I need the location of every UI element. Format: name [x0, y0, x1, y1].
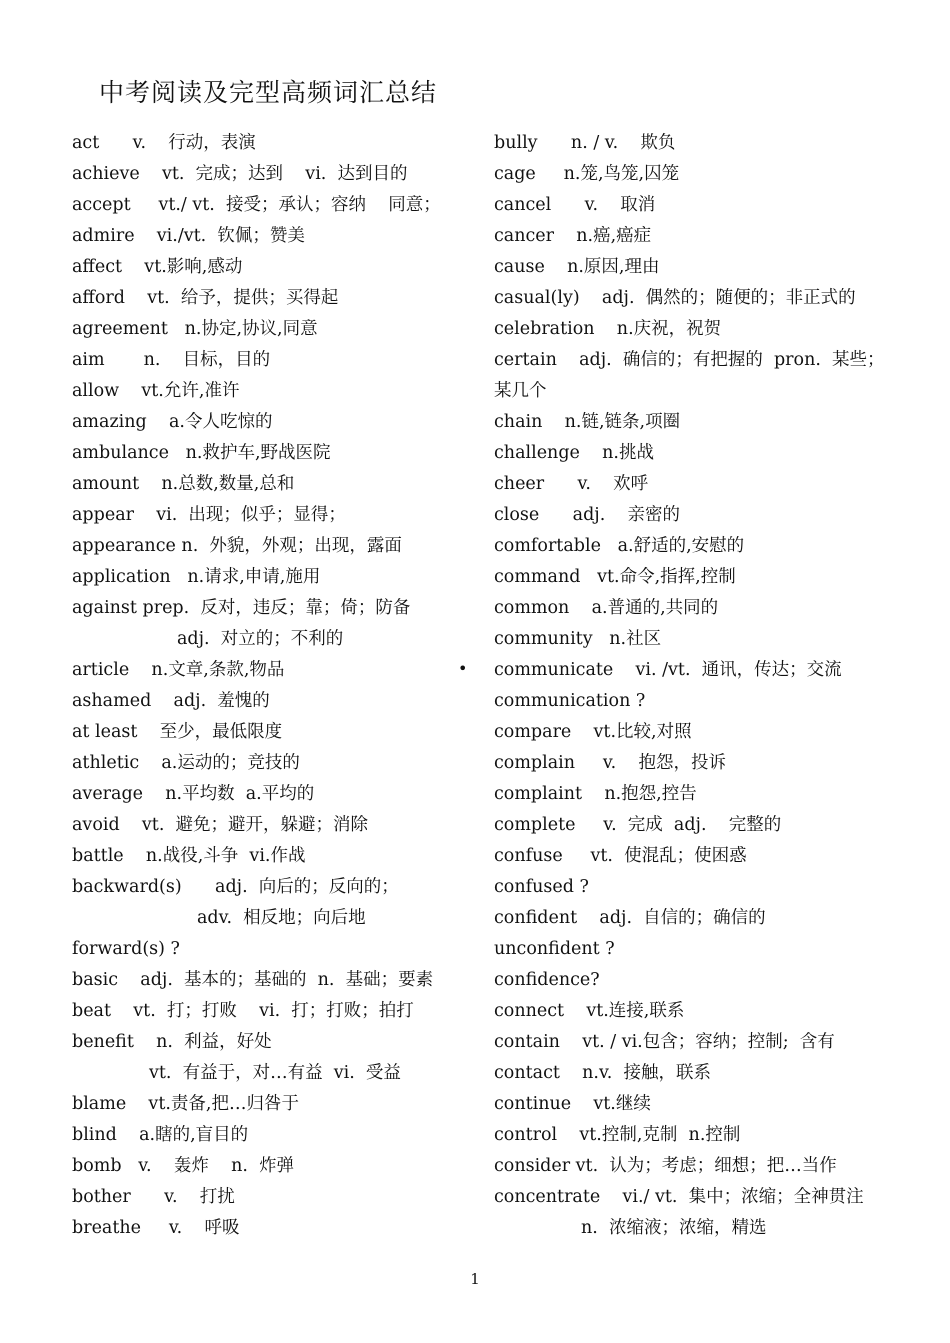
vocab-entry: bomb v. 轰炸 n. 炸弹 — [72, 1156, 295, 1176]
vocab-entry: chain n.链,链条,项圈 — [494, 412, 681, 432]
vocab-entry: average n.平均数 a.平均的 — [72, 784, 315, 804]
vocab-entry: 某几个 — [494, 381, 547, 401]
vocab-entry: community n.社区 — [494, 629, 662, 649]
vocab-entry: connect vt.连接,联系 — [494, 1001, 685, 1021]
vocab-entry: cause n.原因,理由 — [494, 257, 660, 277]
vocab-entry: against prep. 反对，违反；靠；倚；防备 — [72, 598, 411, 618]
vocab-entry: allow vt.允许,准许 — [72, 381, 240, 401]
vocab-entry: cancer n.癌,癌症 — [494, 226, 652, 246]
vocab-entry: appear vi. 出现；似乎；显得； — [72, 505, 346, 525]
vocab-entry: confuse vt. 使混乱；使困惑 — [494, 846, 747, 866]
vocab-entry: bother v. 打扰 — [72, 1187, 235, 1207]
vocab-entry: breathe v. 呼吸 — [72, 1218, 240, 1238]
vocab-entry: battle n.战役,斗争 vi.作战 — [72, 846, 306, 866]
vocab-entry: beat vt. 打；打败 vi. 打；打败；拍打 — [72, 1001, 414, 1021]
vocab-entry: afford vt. 给予，提供；买得起 — [72, 288, 339, 308]
vocab-entry: n. 浓缩液；浓缩，精选 — [581, 1218, 767, 1238]
vocab-entry: cheer v. 欢呼 — [494, 474, 649, 494]
vocab-entry: appearance n. 外貌，外观；出现，露面 — [72, 536, 402, 556]
page-number: 1 — [470, 1270, 480, 1288]
vocab-entry: confused ? — [494, 877, 589, 897]
vocab-entry: cancel v. 取消 — [494, 195, 656, 215]
vocab-entry: bully n. / v. 欺负 — [494, 133, 676, 153]
vocab-entry: at least 至少，最低限度 — [72, 722, 283, 742]
vocab-entry: complaint n.抱怨,控告 — [494, 784, 697, 804]
vocab-entry: communicate vi. /vt. 通讯，传达；交流 — [494, 660, 842, 680]
vocab-entry: confidence? — [494, 970, 600, 990]
bullet-marker: • — [458, 659, 468, 678]
vocab-entry: concentrate vi./ vt. 集中；浓缩；全神贯注 — [494, 1187, 864, 1207]
vocab-entry: consider vt. 认为；考虑；细想；把…当作 — [494, 1156, 837, 1176]
vocab-entry: amazing a.令人吃惊的 — [72, 412, 273, 432]
vocab-entry: agreement n.协定,协议,同意 — [72, 319, 318, 339]
vocab-entry: blind a.瞎的,盲目的 — [72, 1125, 249, 1145]
vocab-entry: comfortable a.舒适的,安慰的 — [494, 536, 745, 556]
vocab-entry: common a.普通的,共同的 — [494, 598, 719, 618]
vocab-entry: adj. 对立的；不利的 — [177, 629, 344, 649]
vocab-entry: control vt.控制,克制 n.控制 — [494, 1125, 741, 1145]
vocab-entry: achieve vt. 完成；达到 vi. 达到目的 — [72, 164, 408, 184]
vocab-entry: backward(s) adj. 向后的；反向的； — [72, 877, 399, 897]
vocab-entry: application n.请求,申请,施用 — [72, 567, 321, 587]
vocab-entry: aim n. 目标，目的 — [72, 350, 271, 370]
vocab-entry: celebration n.庆祝，祝贺 — [494, 319, 722, 339]
vocab-entry: ashamed adj. 羞愧的 — [72, 691, 270, 711]
vocab-entry: forward(s) ? — [72, 939, 180, 959]
vocab-entry: continue vt.继续 — [494, 1094, 651, 1114]
vocab-entry: confident adj. 自信的；确信的 — [494, 908, 766, 928]
vocab-entry: affect vt.影响,感动 — [72, 257, 243, 277]
vocab-entry: act v. 行动，表演 — [72, 133, 256, 153]
vocab-entry: vt. 有益于，对…有益 vi. 受益 — [149, 1063, 401, 1083]
vocab-entry: ambulance n.救护车,野战医院 — [72, 443, 331, 463]
vocab-column-left — [72, 128, 477, 1244]
vocab-entry: avoid vt. 避免；避开，躲避；消除 — [72, 815, 369, 835]
vocab-entry: compare vt.比较,对照 — [494, 722, 692, 742]
vocab-entry: unconfident ? — [494, 939, 615, 959]
vocab-entry: close adj. 亲密的 — [494, 505, 681, 525]
vocab-entry: athletic a.运动的；竞技的 — [72, 753, 300, 773]
vocab-entry: certain adj. 确信的；有把握的 pron. 某些； — [494, 350, 885, 370]
vocab-entry: admire vi./vt. 钦佩；赞美 — [72, 226, 305, 246]
vocab-column-right — [494, 128, 914, 1244]
vocab-entry: blame vt.责备,把…归咎于 — [72, 1094, 299, 1114]
vocab-entry: cage n.笼,鸟笼,囚笼 — [494, 164, 680, 184]
page-title: 中考阅读及完型高频词汇总结 — [99, 78, 438, 107]
vocab-entry: command vt.命令,指挥,控制 — [494, 567, 736, 587]
vocab-entry: accept vt./ vt. 接受；承认；容纳 同意； — [72, 195, 441, 215]
vocab-entry: challenge n.挑战 — [494, 443, 654, 463]
vocab-entry: article n.文章,条款,物品 — [72, 660, 285, 680]
vocab-entry: basic adj. 基本的；基础的 n. 基础；要素 — [72, 970, 434, 990]
vocab-entry: complete v. 完成 adj. 完整的 — [494, 815, 782, 835]
vocab-entry: benefit n. 利益，好处 — [72, 1032, 272, 1052]
vocab-entry: contain vt. / vi.包含；容纳；控制; 含有 — [494, 1032, 835, 1052]
vocab-entry: casual(ly) adj. 偶然的；随便的；非正式的 — [494, 288, 856, 308]
vocab-entry: contact n.v. 接触，联系 — [494, 1063, 711, 1083]
vocab-entry: complain v. 抱怨，投诉 — [494, 753, 726, 773]
vocab-entry: adv. 相反地；向后地 — [197, 908, 366, 928]
vocab-entry: amount n.总数,数量,总和 — [72, 474, 295, 494]
vocab-entry: communication ? — [494, 691, 646, 711]
